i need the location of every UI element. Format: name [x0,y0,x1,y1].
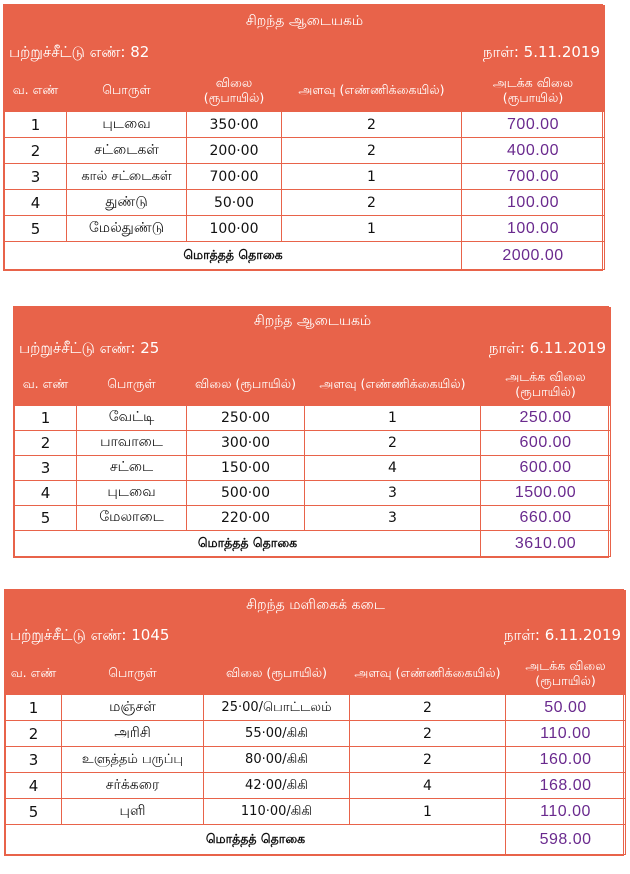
receipt-date: நாள்: 6.11.2019 [305,336,611,362]
row-qty: 1 [282,164,462,190]
table-row [6,721,626,747]
table-row [6,799,626,825]
table-row [5,112,605,138]
row-sno: 4 [6,773,62,799]
table-row [5,216,605,242]
receipt-number: பற்றுச்சீட்டு எண்: 82 [5,38,282,68]
row-item: கால் சட்டைகள் [67,164,187,190]
row-price: 500·00 [187,481,305,506]
row-price: 25·00/பொட்டலம் [204,695,350,721]
row-sno: 4 [5,190,67,216]
row-qty: 1 [350,799,506,825]
row-item: உளுத்தம் பருப்பு [62,747,204,773]
row-item: அரிசி [62,721,204,747]
row-qty: 4 [305,456,481,481]
header-price: விலை (ரூபாயில்) [187,362,305,406]
table-row [5,190,605,216]
row-price: 150·00 [187,456,305,481]
table-row [5,138,605,164]
receipt-date: நாள்: 6.11.2019 [350,621,626,651]
row-sno: 3 [15,456,77,481]
row-price: 300·00 [187,431,305,456]
table-row [15,431,611,456]
row-total: 160.00 [506,747,626,773]
row-item: சட்டைகள் [67,138,187,164]
sum-value: 2000.00 [462,242,605,270]
row-item: சட்டை [77,456,187,481]
row-qty: 4 [350,773,506,799]
row-price: 350·00 [187,112,282,138]
row-price: 42·00/கிகி [204,773,350,799]
table-row [15,506,611,531]
row-price: 100·00 [187,216,282,242]
table-row [15,456,611,481]
row-total: 50.00 [506,695,626,721]
row-item: மேலாடை [77,506,187,531]
table-row [5,164,605,190]
row-item: மேல்துண்டு [67,216,187,242]
row-sno: 1 [6,695,62,721]
row-sno: 2 [5,138,67,164]
sum-value: 598.00 [506,825,626,855]
row-item: புளி [62,799,204,825]
row-price: 110·00/கிகி [204,799,350,825]
sum-label: மொத்தத் தொகை [15,531,481,557]
shop-title: சிறந்த ஆடையகம் [5,6,605,38]
row-total: 700.00 [462,112,605,138]
receipt-1 [3,4,603,271]
row-price: 50·00 [187,190,282,216]
header-price: விலை (ரூபாயில்) [187,68,282,112]
table-row [6,747,626,773]
table-row [15,481,611,506]
table-row [6,695,626,721]
receipt-date: நாள்: 5.11.2019 [282,38,605,68]
header-price: விலை (ரூபாயில்) [204,651,350,695]
row-qty: 2 [282,190,462,216]
row-item: மஞ்சள் [62,695,204,721]
row-qty: 2 [282,138,462,164]
row-price: 700·00 [187,164,282,190]
row-total: 600.00 [481,431,611,456]
row-sno: 5 [6,799,62,825]
row-item: புடவை [67,112,187,138]
row-total: 100.00 [462,216,605,242]
header-qty: அளவு (எண்ணிக்கையில்) [282,68,462,112]
row-price: 220·00 [187,506,305,531]
header-qty: அளவு (எண்ணிக்கையில்) [305,362,481,406]
row-total: 250.00 [481,406,611,431]
shop-title: சிறந்த ஆடையகம் [15,308,611,336]
row-price: 200·00 [187,138,282,164]
row-qty: 2 [350,695,506,721]
row-qty: 2 [350,747,506,773]
row-total: 110.00 [506,721,626,747]
row-total: 168.00 [506,773,626,799]
header-sno: வ. எண் [5,68,67,112]
header-sno: வ. எண் [15,362,77,406]
row-qty: 1 [305,406,481,431]
row-sno: 5 [15,506,77,531]
header-item: பொருள் [77,362,187,406]
sum-label: மொத்தத் தொகை [6,825,506,855]
header-total: அடக்க விலை (ரூபாயில்) [481,362,611,406]
row-sno: 2 [15,431,77,456]
row-sno: 3 [6,747,62,773]
row-item: வேட்டி [77,406,187,431]
row-price: 250·00 [187,406,305,431]
row-item: துண்டு [67,190,187,216]
row-qty: 3 [305,506,481,531]
header-qty: அளவு (எண்ணிக்கையில்) [350,651,506,695]
row-total: 100.00 [462,190,605,216]
row-qty: 3 [305,481,481,506]
table-row [15,406,611,431]
row-item: பாவாடை [77,431,187,456]
row-qty: 2 [282,112,462,138]
receipt-2 [13,306,609,558]
receipt-number: பற்றுச்சீட்டு எண்: 1045 [6,621,350,651]
row-qty: 2 [350,721,506,747]
row-total: 1500.00 [481,481,611,506]
row-qty: 1 [282,216,462,242]
row-price: 55·00/கிகி [204,721,350,747]
receipt-3 [4,589,624,856]
row-sno: 1 [15,406,77,431]
row-sno: 2 [6,721,62,747]
table-row [6,773,626,799]
header-item: பொருள் [62,651,204,695]
header-total: அடக்க விலை (ரூபாயில்) [506,651,626,695]
row-item: சர்க்கரை [62,773,204,799]
row-sno: 4 [15,481,77,506]
row-total: 700.00 [462,164,605,190]
receipt-number: பற்றுச்சீட்டு எண்: 25 [15,336,305,362]
row-sno: 3 [5,164,67,190]
header-total: அடக்க விலை (ரூபாயில்) [462,68,605,112]
sum-value: 3610.00 [481,531,611,557]
header-sno: வ. எண் [6,651,62,695]
row-total: 110.00 [506,799,626,825]
header-item: பொருள் [67,68,187,112]
row-total: 660.00 [481,506,611,531]
row-total: 600.00 [481,456,611,481]
sum-label: மொத்தத் தொகை [5,242,462,270]
row-sno: 5 [5,216,67,242]
row-qty: 2 [305,431,481,456]
row-price: 80·00/கிகி [204,747,350,773]
row-item: புடவை [77,481,187,506]
row-sno: 1 [5,112,67,138]
shop-title: சிறந்த மளிகைக் கடை [6,591,626,621]
row-total: 400.00 [462,138,605,164]
